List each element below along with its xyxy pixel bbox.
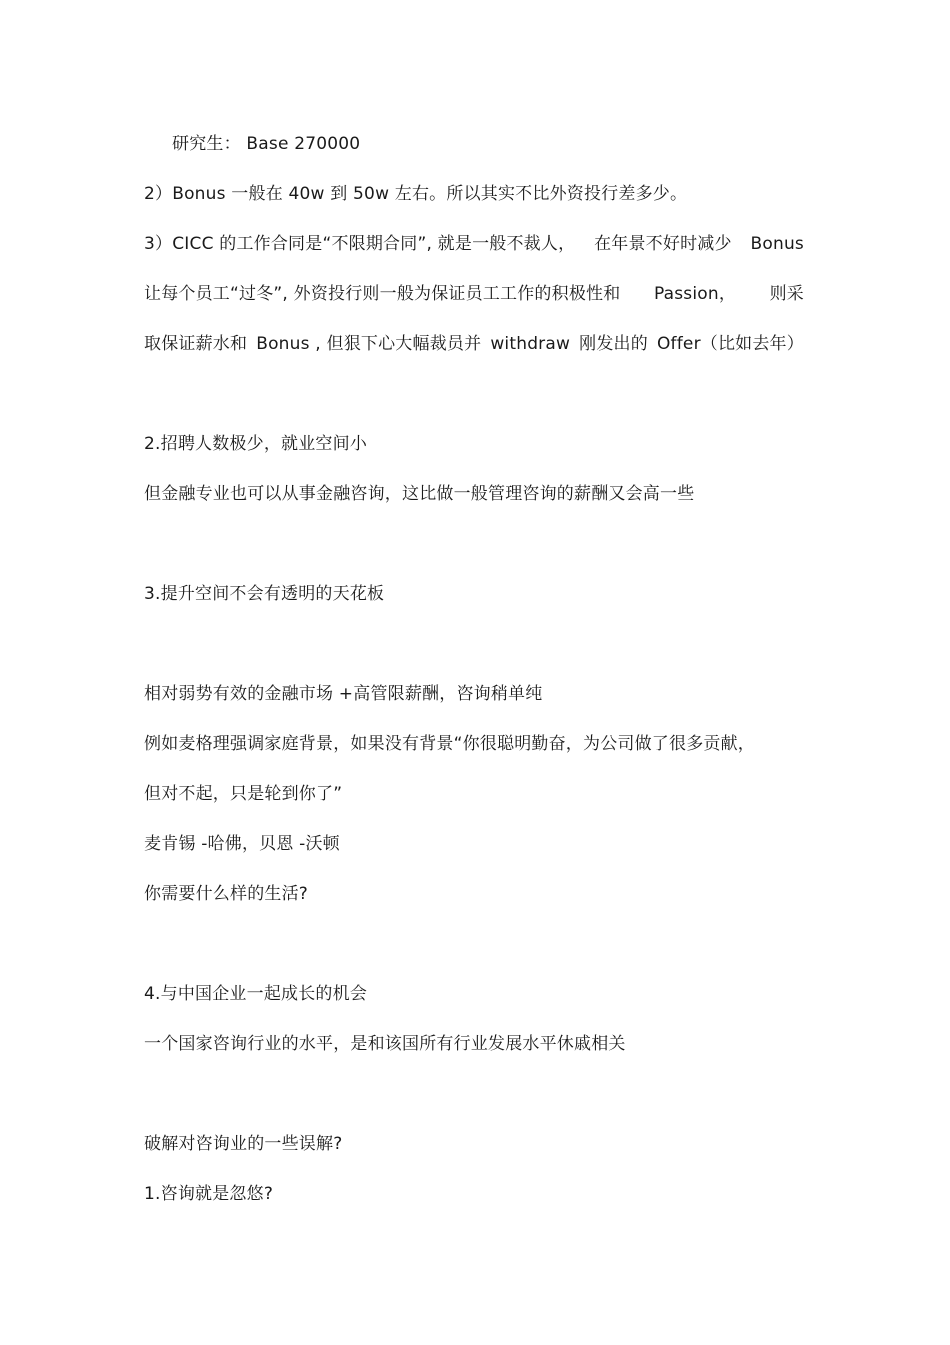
text-line-bonus: 2）Bonus 一般在 40w 到 50w 左右。所以其实不比外资投行差多少。 xyxy=(144,184,688,204)
text-segment: 3）CICC 的工作合同是“不限期合同”, 就是一般不裁人， xyxy=(144,234,576,254)
text-line-cicc-contract xyxy=(144,233,804,255)
text-line-firms: 麦肯锡 -哈佛，贝恩 -沃顿 xyxy=(144,834,340,854)
heading-growth: 4.与中国企业一起成长的机会 xyxy=(144,984,368,1004)
heading-misconceptions: 破解对咨询业的一些误解? xyxy=(144,1134,343,1154)
text-line-finance-consulting: 但金融专业也可以从事金融咨询，这比做一般管理咨询的薪酬又会高一些 xyxy=(144,484,695,504)
text-segment: withdraw xyxy=(490,334,571,354)
heading-recruitment: 2.招聘人数极少，就业空间小 xyxy=(144,434,368,454)
text-line-life-question: 你需要什么样的生活? xyxy=(144,884,309,904)
text-line-layoffs xyxy=(144,333,804,355)
text-line-winter xyxy=(144,283,804,305)
text-segment: Offer（比如去年） xyxy=(656,334,804,354)
text-segment: 则采 xyxy=(769,284,804,304)
text-segment: 在年景不好时减少 xyxy=(594,234,732,254)
text-line-industry-level: 一个国家咨询行业的水平，是和该国所有行业发展水平休戚相关 xyxy=(144,1034,626,1054)
text-segment: Bonus xyxy=(750,234,804,254)
text-segment: 刚发出的 xyxy=(579,334,648,354)
heading-ceiling: 3.提升空间不会有透明的天花板 xyxy=(144,584,385,604)
text-line-sorry: 但对不起，只是轮到你了” xyxy=(144,784,343,804)
text-line-misconception-1: 1.咨询就是忽悠? xyxy=(144,1184,274,1204)
text-segment: 取保证薪水和 xyxy=(144,334,248,354)
text-segment: 让每个员工“过冬”, 外资投行则一般为保证员工工作的积极性和 xyxy=(144,284,621,304)
text-segment: Bonus , 但狠下心大幅裁员并 xyxy=(256,334,482,354)
text-line-macquarie: 例如麦格理强调家庭背景，如果没有背景“你很聪明勤奋，为公司做了很多贡献， xyxy=(144,734,756,754)
text-line-graduate-base: 研究生： Base 270000 xyxy=(172,134,361,154)
text-segment: Passion， xyxy=(653,284,737,304)
text-line-market: 相对弱势有效的金融市场 +高管限薪酬，咨询稍单纯 xyxy=(144,684,543,704)
